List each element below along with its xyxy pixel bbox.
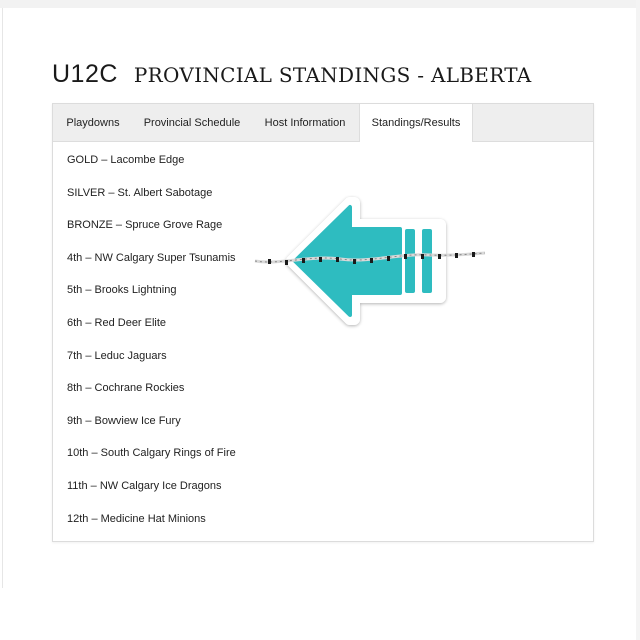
list-item: GOLD – Lacombe Edge (67, 154, 185, 166)
right-strip (636, 0, 640, 640)
list-item: 8th – Cochrane Rockies (67, 382, 185, 395)
tab-bar (53, 104, 593, 142)
list-item: 4th – NW Calgary Super Tsunamis (67, 251, 236, 264)
left-arrow-icon (250, 195, 490, 330)
list-item: BRONZE – Spruce Grove Rage (67, 219, 223, 232)
list-item: SILVER – St. Albert Sabotage (67, 186, 213, 199)
tab-standings-results[interactable]: Standings/Results (359, 104, 473, 142)
title-main: PROVINCIAL STANDINGS - ALBERTA (133, 63, 532, 87)
left-border-line (2, 8, 3, 588)
top-strip (0, 0, 640, 8)
list-item: 6th – Red Deer Elite (67, 316, 167, 329)
list-item: 10th – South Calgary Rings of Fire (67, 447, 236, 460)
list-item: 7th – Leduc Jaguars (67, 349, 167, 362)
page-title (52, 60, 532, 89)
tab-playdowns[interactable]: Playdowns (66, 117, 120, 129)
list-item: 12th – Medicine Hat Minions (67, 512, 206, 525)
list-item: 5th – Brooks Lightning (67, 284, 177, 297)
list-item: 9th – Bowview Ice Fury (67, 414, 181, 427)
standings-list (67, 154, 236, 545)
tab-provincial-schedule[interactable]: Provincial Schedule (143, 117, 241, 129)
title-code: U12C (52, 60, 118, 88)
tab-host-information[interactable]: Host Information (264, 117, 346, 129)
list-item: 11th – NW Calgary Ice Dragons (67, 479, 222, 492)
